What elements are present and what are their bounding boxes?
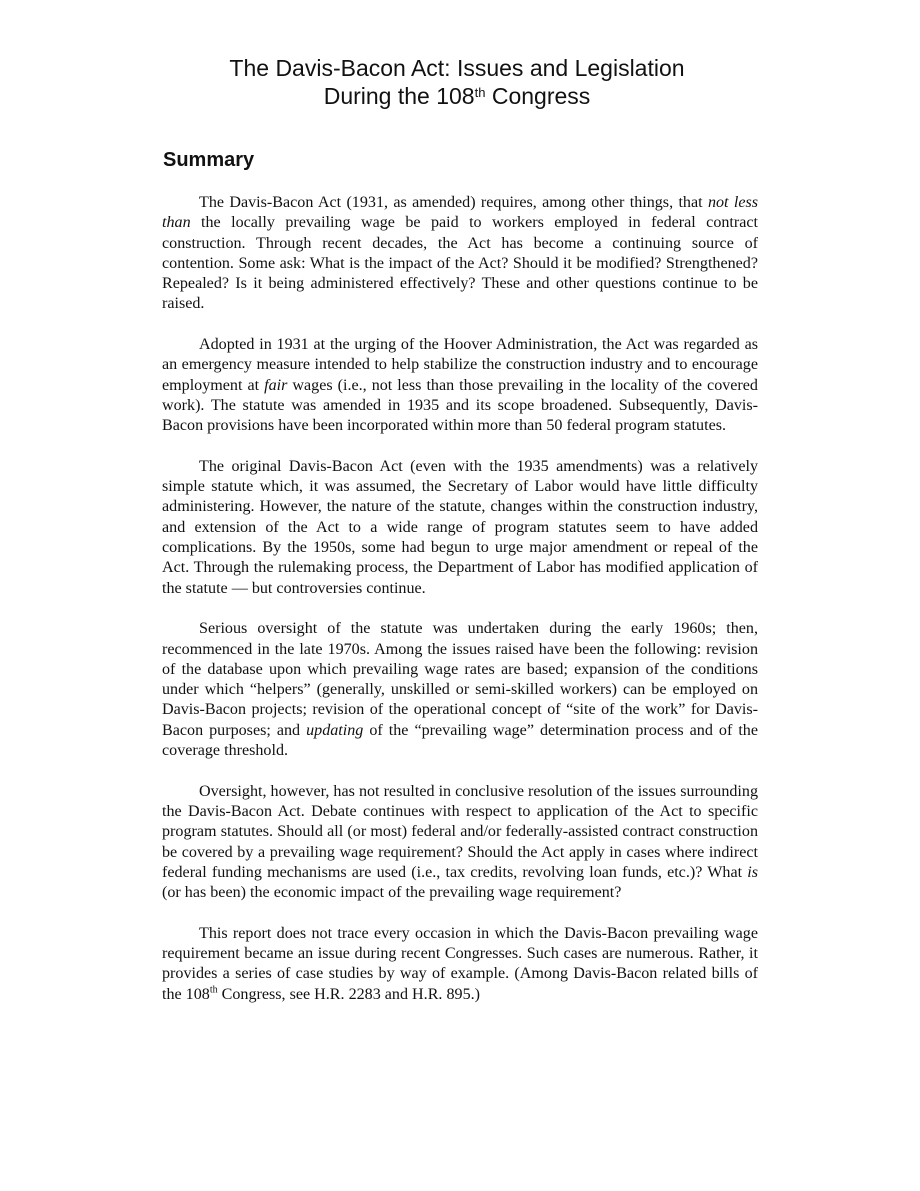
- paragraph-text: wages (i.e., not less than those prevailing in the locality of the covered work). The statute was amended in 1935 and its scope broadened. Subsequently, Davis-Bacon provisions have been incorporated within more than 50 federal program statutes.: [162, 376, 758, 435]
- paragraph-text: Adopted in 1931 at the urging of the Hoover Administration, the Act was regarded as an emergency measure intended to help stabilize the construction industry and to encourage employment at: [162, 336, 758, 394]
- title-line-2-end: Congress: [485, 83, 591, 109]
- summary-paragraph-2: [162, 335, 758, 436]
- title-ordinal-suffix: th: [474, 85, 486, 100]
- paragraph-text: Congress, see H.R. 2283 and H.R. 895.): [217, 985, 481, 1003]
- document-title: [0, 54, 914, 110]
- section-heading-summary: Summary: [163, 149, 255, 171]
- summary-paragraph-1: [162, 193, 758, 315]
- title-line-1: The Davis-Bacon Act: Issues and Legislation: [229, 55, 685, 81]
- paragraph-text: The Davis-Bacon Act (1931, as amended) requires, among other things, that: [199, 194, 708, 211]
- paragraph-text: the locally prevailing wage be paid to workers employed in federal contract construction. Through recent decades, the Act has become a continuing source of contention. Some ask: What is the impact of the Act? Should it be modified? Strengthened? Repealed? Is it being administered effectively? These and other questions continue to be raised.: [162, 214, 758, 313]
- summary-paragraph-6: [162, 924, 758, 1005]
- title-line-2: [0, 82, 914, 110]
- emphasis-text: updating: [306, 721, 364, 739]
- ordinal-suffix: th: [209, 984, 218, 996]
- emphasis-text: is: [747, 863, 758, 881]
- paragraph-text: of the “prevailing wage” determination process and of the coverage threshold.: [162, 721, 758, 760]
- emphasis-text: fair: [264, 376, 288, 394]
- paragraph-text: (or has been) the economic impact of the prevailing wage requirement?: [162, 884, 622, 902]
- paragraph-text: Serious oversight of the statute was undertaken during the early 1960s; then, recommenced in the late 1970s. Among the issues raised have been the following: revision of the database upon which prevailing wage rates are based; expansion of the conditions under which “helpers” (generally, unskilled or semi-skilled workers) can be employed on Davis-Bacon projects; revision of the operational concept of “site of the work” for Davis-Bacon purposes; and: [162, 620, 758, 739]
- summary-body: [162, 193, 758, 1025]
- paragraph-text: Oversight, however, has not resulted in conclusive resolution of the issues surrounding the Davis-Bacon Act. Debate continues with respect to application of the Act to specific program statutes. Should all (or most) federal and/or federally-assisted contract construction be covered by a prevailing wage requirement? Should the Act apply in cases where indirect federal funding mechanisms are used (i.e., tax credits, revolving loan funds, etc.)? What: [162, 782, 758, 881]
- emphasis-text: not less than: [162, 194, 758, 232]
- paragraph-text: This report does not trace every occasion in which the Davis-Bacon prevailing wage requirement became an issue during recent Congresses. Such cases are numerous. Rather, it provides a series of case studies by way of example. (Among Davis-Bacon related bills of the 108: [162, 924, 758, 1003]
- paragraph-text: The original Davis-Bacon Act (even with the 1935 amendments) was a relatively simple statute which, it was assumed, the Secretary of Labor would have little difficulty administering. However, the nature of the statute, changes within the construction industry, and extension of the Act to a wide range of program statutes seem to have added complications. By the 1950s, some had begun to urge major amendment or repeal of the Act. Through the rulemaking process, the Department of Labor has modified application of the statute — but controversies continue.: [162, 457, 758, 597]
- summary-paragraph-3: [162, 457, 758, 599]
- summary-paragraph-5: [162, 782, 758, 904]
- summary-paragraph-4: [162, 619, 758, 761]
- title-line-2-text: During the 108: [323, 83, 475, 109]
